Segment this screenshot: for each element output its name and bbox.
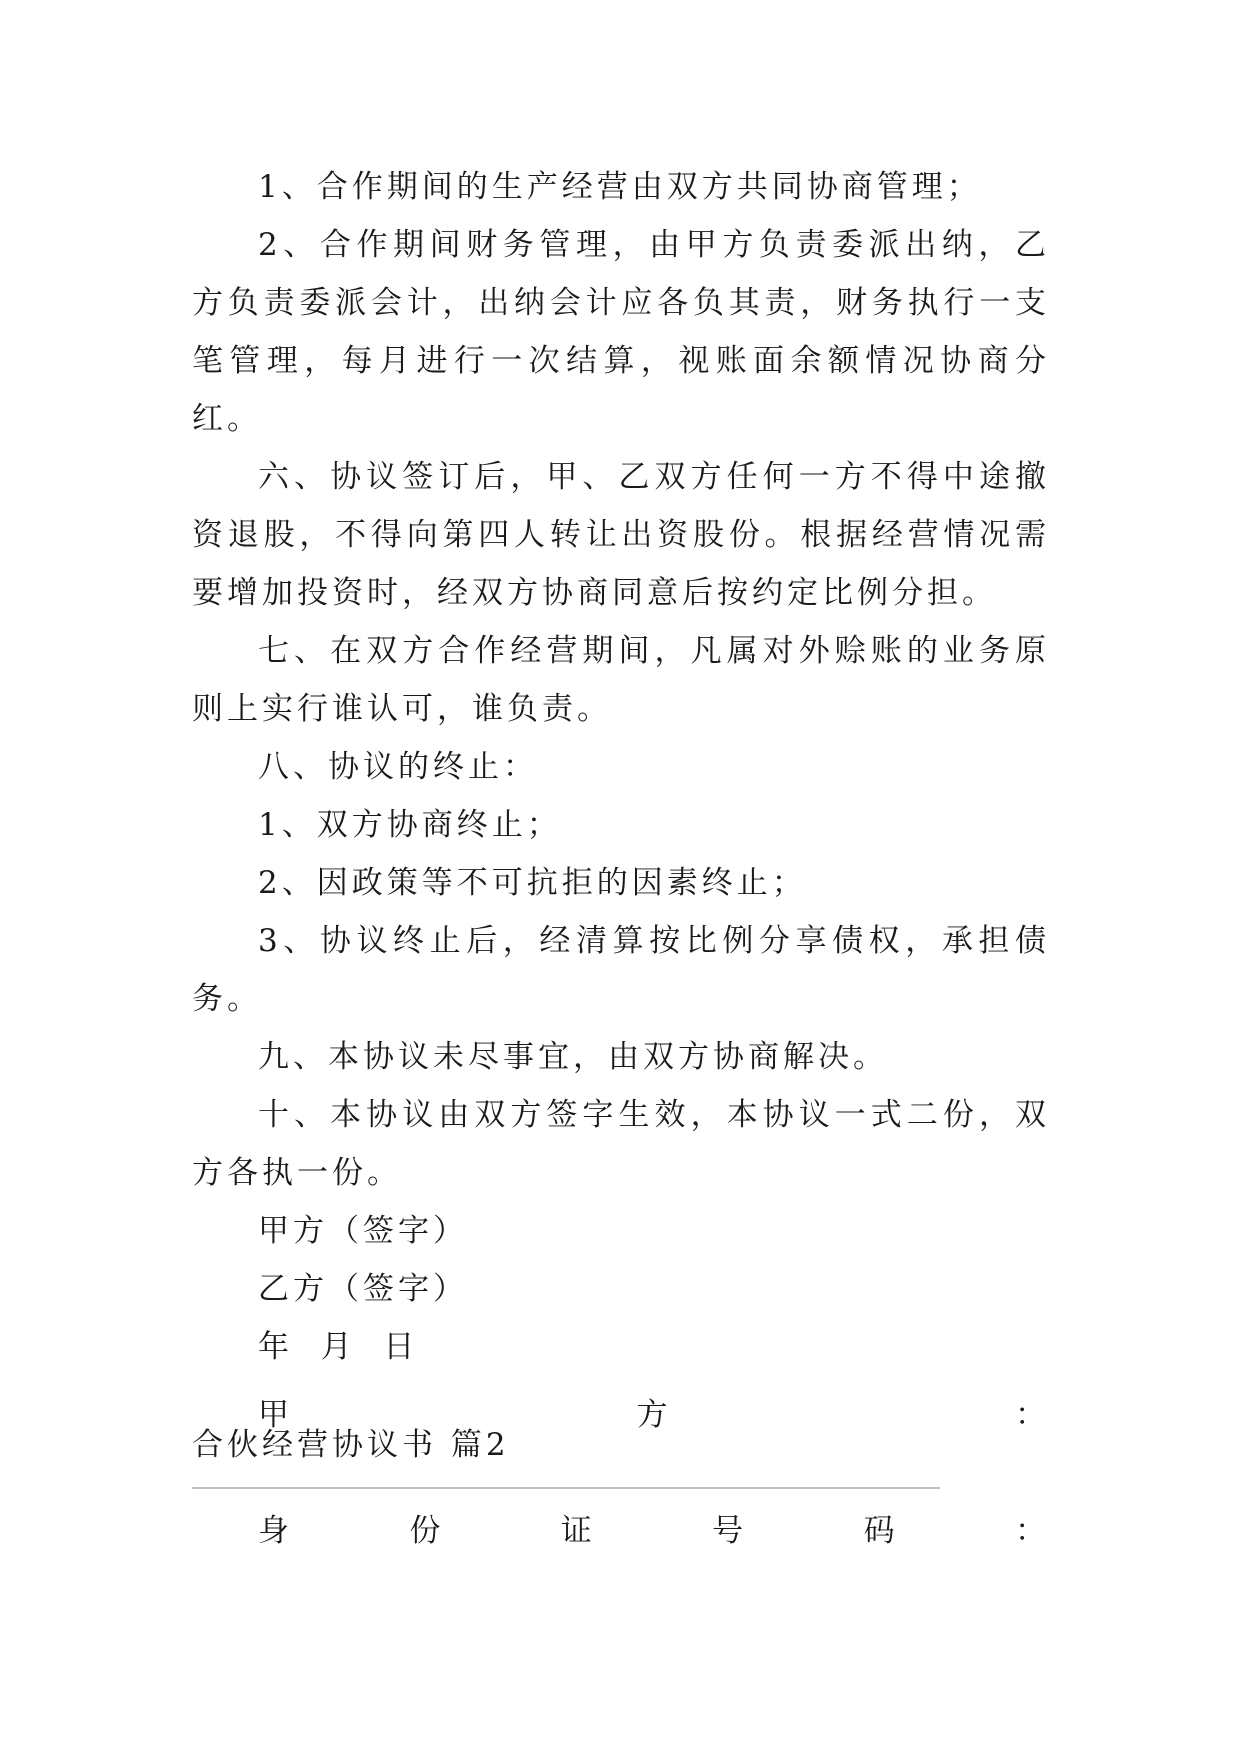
- fill-in-underline: [192, 1487, 940, 1489]
- paragraph-6: 1、双方协商终止；: [258, 807, 562, 843]
- paragraph-5: 八、协议的终止：: [258, 749, 538, 785]
- id-char-3: 证: [560, 1513, 596, 1549]
- paragraph-8: 3、协议终止后，经清算按比例分享债权，承担债务。: [192, 923, 1050, 1017]
- paragraph-3: 六、协议签订后，甲、乙双方任何一方不得中途撤资退股，不得向第四人转让出资股份。根据经营情况需要增加投资时，经双方协商同意后按约定比例分担。: [192, 459, 1050, 611]
- paragraph-7: 2、因政策等不可抗拒的因素终止；: [258, 865, 807, 901]
- party-a-char-2: 方: [636, 1397, 672, 1433]
- paragraph-2: 2、合作期间财务管理，由甲方负责委派出纳，乙方负责委派会计，出纳会计应各负其责，财务执行一支笔管理，每月进行一次结算，视账面余额情况协商分红。: [192, 227, 1050, 437]
- id-char-5: 码: [863, 1513, 899, 1549]
- party-a-signature: 甲方（签字）: [258, 1213, 468, 1249]
- id-char-2: 份: [409, 1513, 445, 1549]
- party-a-colon: ：: [1015, 1397, 1050, 1433]
- paragraph-10: 十、本协议由双方签字生效，本协议一式二份，双方各执一份。: [192, 1097, 1050, 1191]
- id-char-4: 号: [712, 1513, 748, 1549]
- document-body: [192, 158, 1050, 1474]
- id-colon: ：: [1014, 1513, 1050, 1549]
- section-2-title: 合伙经营协议书 篇2: [192, 1427, 510, 1463]
- party-b-signature: 乙方（签字）: [258, 1271, 468, 1307]
- id-char-1: 身: [258, 1513, 293, 1549]
- party-a-field: [258, 1386, 1050, 1444]
- paragraph-9: 九、本协议未尽事宜，由双方协商解决。: [258, 1039, 888, 1075]
- signature-date: 年 月 日: [258, 1329, 419, 1365]
- party-a-char-1: 甲: [258, 1397, 293, 1433]
- paragraph-4: 七、在双方合作经营期间，凡属对外赊账的业务原则上实行谁认可，谁负责。: [192, 633, 1050, 727]
- id-number-field: [258, 1502, 1050, 1560]
- paragraph-1: 1、合作期间的生产经营由双方共同协商管理；: [258, 169, 982, 205]
